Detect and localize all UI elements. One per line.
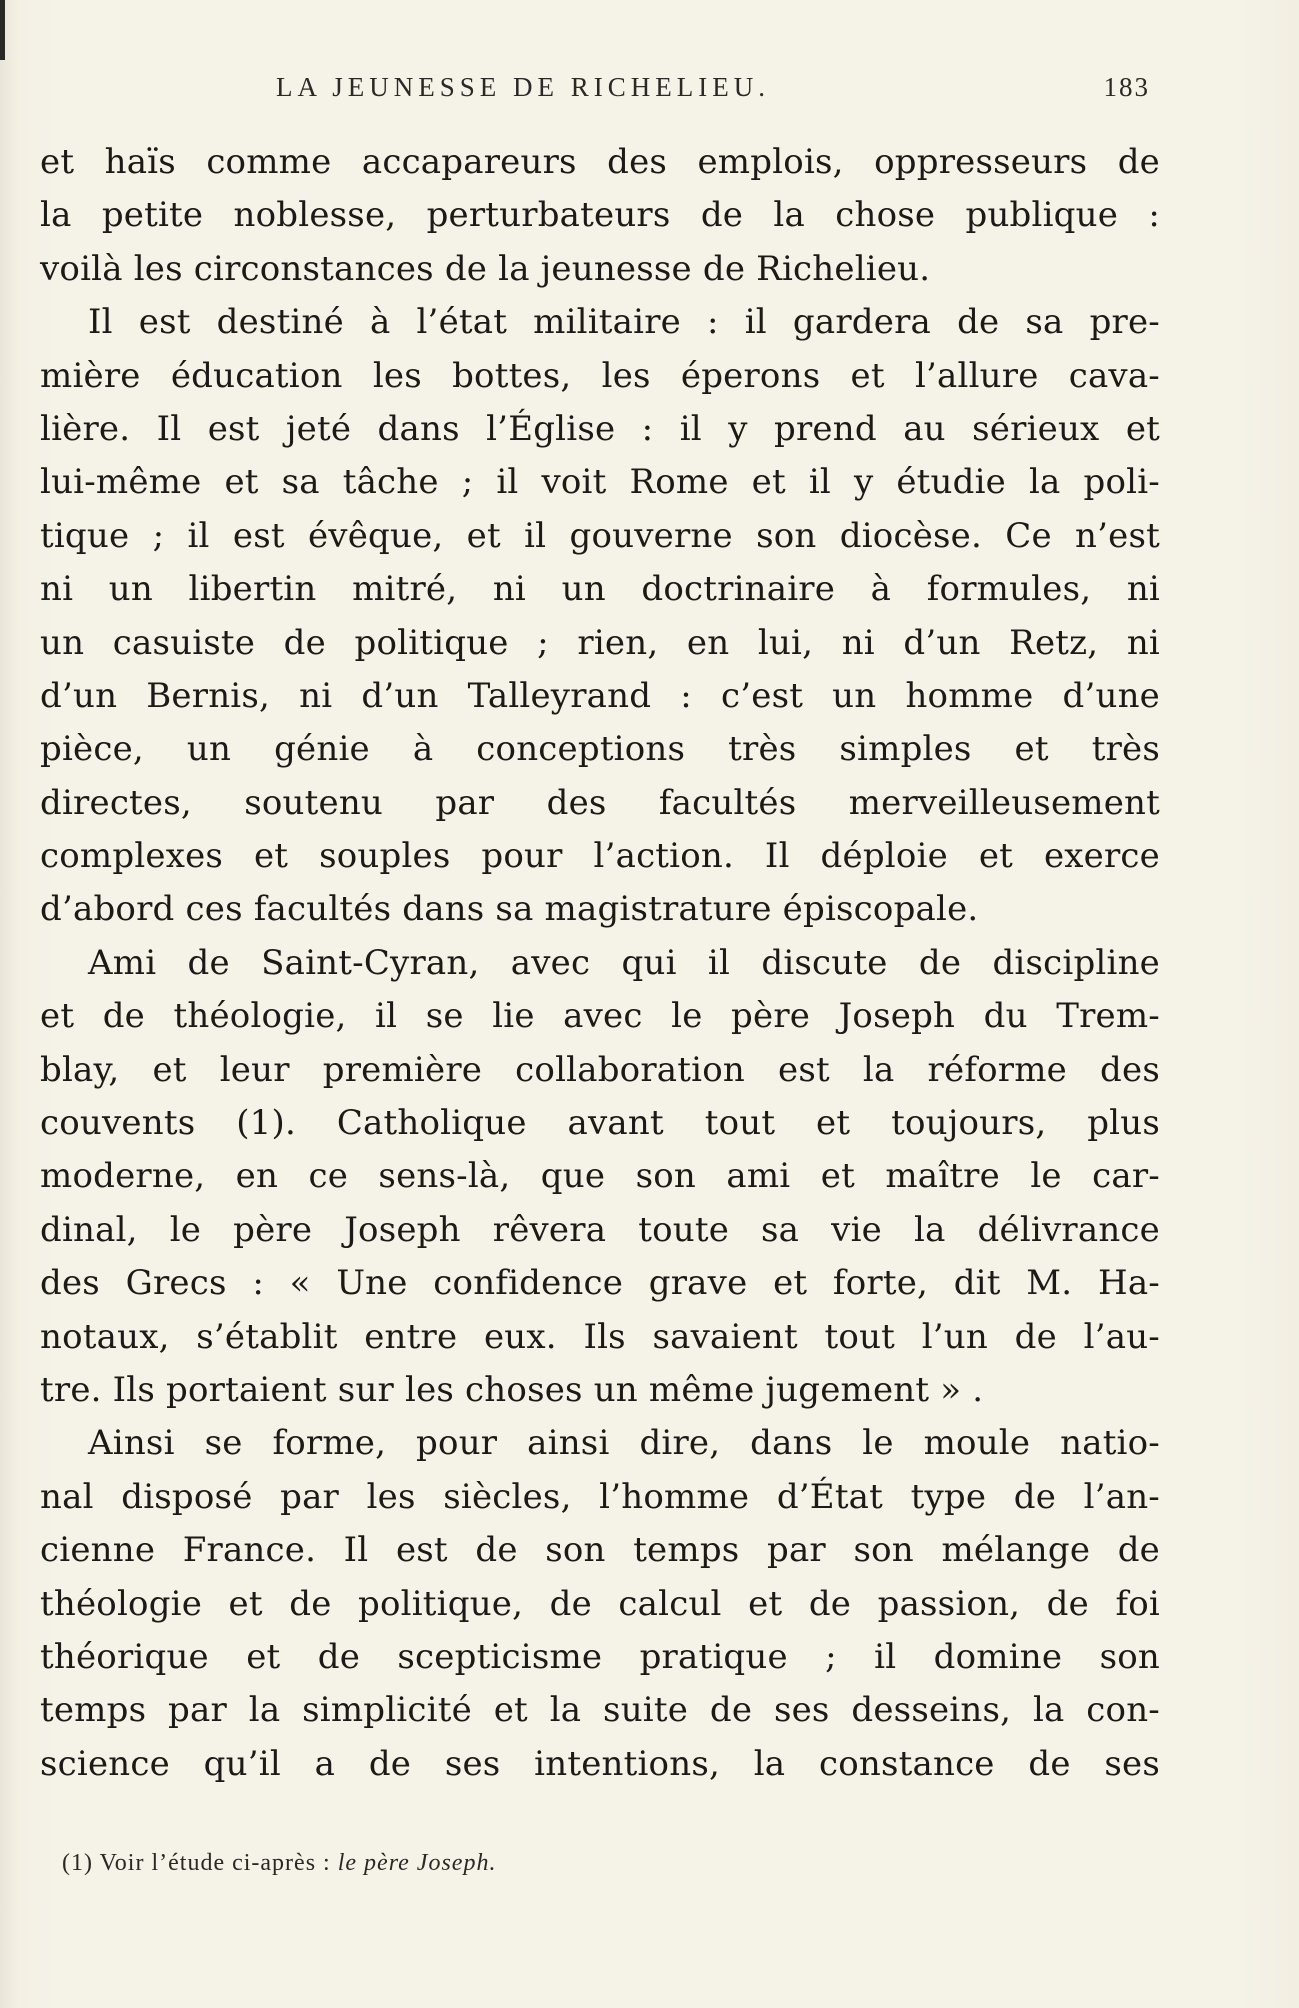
text-line: science qu’il a de ses intentions, la constance de ses — [40, 1743, 1160, 1784]
text-line: mière éducation les bottes, les éperons et l’allure cava- — [40, 355, 1160, 396]
page-number: 183 — [1103, 72, 1150, 102]
body-text — [40, 136, 1160, 1791]
text-line: cienne France. Il est de son temps par son mélange de — [40, 1530, 1160, 1571]
text-line: Ainsi se forme, pour ainsi dire, dans le moule natio- — [88, 1423, 1160, 1464]
text-line: moderne, en ce sens-là, que son ami et maître le car- — [40, 1156, 1160, 1197]
text-line: pièce, un génie à conceptions très simples et très — [40, 729, 1160, 770]
text-line: d’un Bernis, ni d’un Talleyrand : c’est un homme d’une — [40, 675, 1160, 716]
running-title: LA JEUNESSE DE RICHELIEU. — [276, 72, 770, 102]
text-line: dinal, le père Joseph rêvera toute sa vie la délivrance — [40, 1209, 1160, 1250]
text-line: voilà les circonstances de la jeunesse de Richelieu. — [40, 248, 931, 289]
text-line: notaux, s’établit entre eux. Ils savaient tout l’un de l’au- — [40, 1316, 1160, 1357]
binding-edge — [0, 0, 5, 60]
footnote-text: Voir l’étude ci-après : — [99, 1850, 331, 1876]
footnote — [62, 1850, 496, 1877]
text-line: tre. Ils portaient sur les choses un même jugement » . — [40, 1369, 984, 1410]
footnote-marker: (1) — [62, 1850, 93, 1876]
text-line: et de théologie, il se lie avec le père Joseph du Trem- — [40, 996, 1160, 1037]
text-line: temps par la simplicité et la suite de ses desseins, la con- — [40, 1690, 1160, 1731]
text-line: Ami de Saint-Cyran, avec qui il discute de discipline — [88, 942, 1160, 983]
running-head — [40, 72, 1150, 112]
text-line: lière. Il est jeté dans l’Église : il y prend au sérieux et — [40, 408, 1160, 449]
text-line: et haïs comme accapareurs des emplois, oppresseurs de — [40, 142, 1160, 182]
text-line: complexes et souples pour l’action. Il déploie et exerce — [40, 836, 1160, 877]
text-line: la petite noblesse, perturbateurs de la chose publique : — [40, 195, 1160, 236]
text-line: théologie et de politique, de calcul et de passion, de foi — [40, 1583, 1160, 1624]
text-line: ni un libertin mitré, ni un doctrinaire à formules, ni — [40, 569, 1160, 610]
text-line: blay, et leur première collaboration est la réforme des — [40, 1049, 1160, 1090]
text-line: d’abord ces facultés dans sa magistrature épiscopale. — [40, 889, 979, 930]
text-line: Il est destiné à l’état militaire : il gardera de sa pre- — [88, 302, 1160, 343]
text-line: nal disposé par les siècles, l’homme d’État type de l’an- — [40, 1476, 1160, 1517]
text-line: lui-même et sa tâche ; il voit Rome et il y étudie la poli- — [40, 462, 1160, 503]
text-line: théorique et de scepticisme pratique ; il domine son — [40, 1636, 1160, 1677]
text-line: tique ; il est évêque, et il gouverne son diocèse. Ce n’est — [40, 515, 1160, 556]
text-line: des Grecs : « Une confidence grave et forte, dit M. Ha- — [40, 1263, 1160, 1304]
footnote-reference: le père Joseph. — [337, 1850, 497, 1876]
text-line: couvents (1). Catholique avant tout et toujours, plus — [40, 1103, 1160, 1144]
text-line: un casuiste de politique ; rien, en lui, ni d’un Retz, ni — [40, 622, 1160, 663]
text-line: directes, soutenu par des facultés merveilleusement — [40, 782, 1160, 823]
